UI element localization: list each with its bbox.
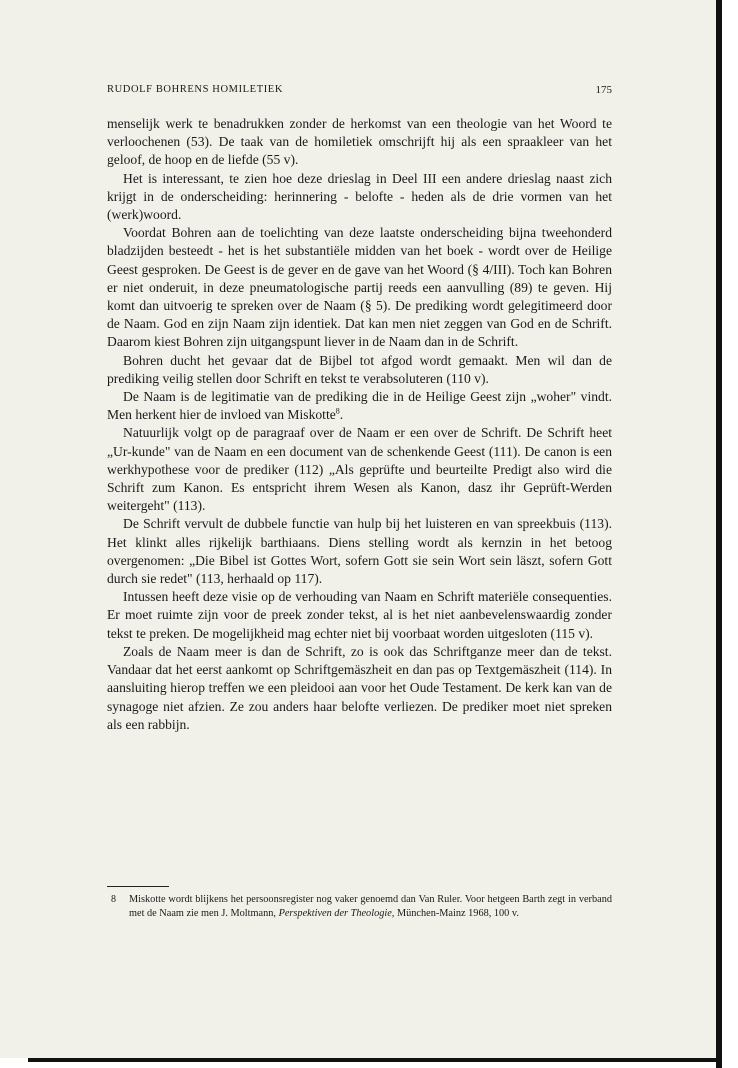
paragraph: Intussen heeft deze visie op de verhouding van Naam en Schrift materiële consequenties. Er moet ruimte zijn voor de preek zonder tekst, al is het niet aanbevelenswaardig zonder tekst te preken. De mogelijkheid mag echter niet bij voorbaat worden uitgesloten (115 v).: [107, 589, 612, 641]
paragraph: Zoals de Naam meer is dan de Schrift, zo is ook das Schriftganze meer dan de tekst. Vandaar dat het eerst aankomt op Schriftgemäszheit en dan pas op Textgemäszheit (114). In aansluiting hierop treffen we een pleidooi aan voor het Oude Testament. De kerk kan van de synagoge niet afzien. Ze zou anders haar belofte verliezen. De prediker moet niet spreken als een rabbijn.: [107, 643, 612, 732]
footnote-number: 8: [111, 894, 116, 905]
paragraph: Voordat Bohren aan de toelichting van deze laatste onderscheiding bijna tweehonderd bladzijden besteedt - het is het substantiële midden van het boek - wordt over de Heilige Geest gesproken. De Geest is de gever en de gave van het Woord (§ 4/III). Toch kan Bohren er niet onderuit, in deze pneumatologische partij reeds een aanvulling (89) te geven. Hij komt dan uitvoerig te spreken over de Naam (§ 5). De prediking wordt gelegitimeerd door de Naam. God en zijn Naam zijn identiek. Dat kan men niet zeggen van God en de Schrift. Daarom kiest Bohren zijn uitgangspunt liever in de Naam dan in de Schrift.: [107, 225, 612, 350]
body-text: [107, 115, 612, 734]
paragraph: De Schrift vervult de dubbele functie van hulp bij het luisteren en van spreekbuis (113). Het klinkt alles rijkelijk barthiaans. Diens stelling wordt als kernzin in het betoog overgenomen: „Die Bibel ist Gottes Wort, sofern Gott sie sein Wort sein läszt, sofern Gott durch sie redet" (113, herhaald op 117).: [107, 516, 612, 587]
footnote-reference[interactable]: 8: [335, 406, 340, 416]
running-head: [107, 84, 612, 102]
paragraph-with-footnote-ref: [107, 388, 612, 424]
paragraph: Bohren ducht het gevaar dat de Bijbel tot afgod wordt gemaakt. Men wil dan de prediking veilig stellen door Schrift en tekst te verabsoluteren (110 v).: [107, 352, 612, 386]
paragraph: Het is interessant, te zien hoe deze drieslag in Deel III een andere drieslag naast zich krijgt in de onderscheiding: herinnering - belofte - heden als de drie vormen van het (werk)woord.: [107, 170, 612, 223]
footnote-book-title: Perspektiven der Theologie,: [278, 907, 395, 919]
footnote-text: Miskotte wordt blijkens het persoonsregister nog vaker genoemd dan Van Ruler. Voor hetgeen Barth zegt in verband met de Naam zie men J. Moltmann,: [129, 894, 612, 919]
paragraph: menselijk werk te benadrukken zonder de herkomst van een theologie van het Woord te verloochenen (53). De taak van de homiletiek omschrijft hij als een spraakleer van het geloof, de hoop en de liefde (55 v).: [107, 116, 612, 168]
scan-edge-bottom: [28, 1058, 722, 1062]
running-title: RUDOLF BOHRENS HOMILETIEK: [107, 84, 283, 95]
scan-edge-right: [716, 0, 722, 1068]
footnote-text-end: München-Mainz 1968, 100 v.: [394, 907, 519, 919]
footnote: [107, 893, 612, 920]
paragraph-end-punct: .: [339, 407, 344, 423]
paragraph: Natuurlijk volgt op de paragraaf over de Naam er een over de Schrift. De Schrift heet „Ur-kunde" van de Naam en een document van de schenkende Geest (111). De canon is een werkhypothese voor de prediker (112) „Als geprüfte und beurteilte Predigt also wird die Schrift zum Kanon. Es entspricht ihrem Wesen als Kanon, dasz ihr Geprüft-Werden weitergeht" (113).: [107, 425, 612, 514]
page-number: 175: [595, 84, 612, 96]
footnote-rule: [107, 886, 169, 887]
paragraph-text: De Naam is de legitimatie van de prediking die in de Heilige Geest zijn „woher" vindt. Men herkent hier de invloed van Miskotte: [107, 389, 612, 423]
